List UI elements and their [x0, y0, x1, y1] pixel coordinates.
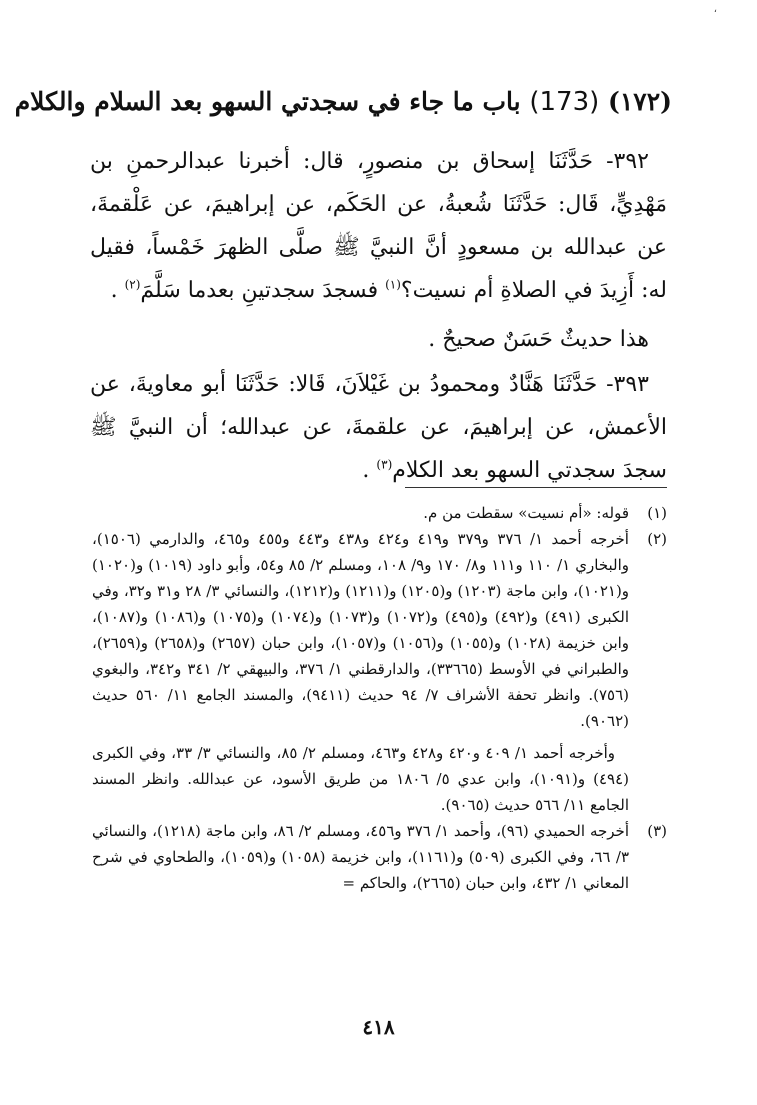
footnote-1 [92, 500, 667, 526]
top-mark: ، [713, 4, 717, 15]
footnote-3 [92, 818, 667, 896]
hadith-392-text-3: . [110, 278, 125, 303]
footnote-ref-2: (٢) [124, 277, 141, 292]
footnote-number: (٣) [647, 822, 667, 840]
footnote-separator [405, 487, 667, 488]
footnotes [92, 500, 667, 896]
hadith-392-text-2: فسجدَ سجدتينِ بعدما سَلَّمَ [140, 278, 386, 303]
footnote-2-continuation: وأخرجه أحمد ١/ ٤٠٩ و٤٢٠ و٤٢٨ و٤٦٣، ومسلم ٢/ ٨٥، والنسائي ٣/ ٣٣، وفي الكبرى (٤٩٤) و(١٠٩١)، وابن عدي ٥/ ١٨٠٦ من طريق الأسود، عن عبدالله. وانظر المسند الجامع ١١/ ٥٦٦ حديث (٩٠٦٥). [92, 744, 629, 814]
page-number: ٤١٨ [362, 1015, 395, 1039]
footnote-2 [92, 526, 667, 734]
hadith-393 [90, 363, 667, 492]
hadith-392 [90, 140, 667, 312]
chapter-title-text: باب ما جاء في سجدتي السهو بعد السلام والكلام [14, 87, 521, 116]
hadith-392-text-1: ٣٩٢- حَدَّثَنَا إسحاق بن منصورٍ، قال: أخبرنا عبدالرحمنِ بن مَهْدِيٍّ، قَال: حَدَّثَنَا شُعبةُ، عن الحَكَم، عن إبراهيمَ، عن عَلْقمةَ، عن عبدالله بن مسعودٍ أنَّ النبيَّ ﷺ صلَّى الظهرَ خَمْساً، فقيل له: أَزِيدَ في الصلاةِ أم نسيت؟ [90, 149, 667, 303]
main-text [90, 140, 667, 492]
chapter-number-latin: (173) [529, 87, 600, 117]
footnote-ref-3: (٣) [376, 457, 393, 472]
footnote-ref-1: (١) [385, 277, 401, 292]
chapter-number-arabic: (١٧٢) [608, 87, 672, 116]
footnote-text: قوله: «أم نسيت» سقطت من م. [423, 504, 629, 522]
footnote-number: (٢) [647, 530, 667, 548]
hadith-393-text-1: ٣٩٣- حَدَّثَنَا هَنَّادٌ ومحمودُ بن غَيْلاَنَ، قَالا: حَدَّثَنَا أبو معاويةَ، عن الأعمش، عن إبراهيمَ، عن علقمةَ، عن عبدالله؛ أن النبيَّ ﷺ سجدَ سجدتي السهو بعد الكلام [90, 372, 667, 483]
hadith-393-text-2: . [362, 458, 377, 483]
footnote-text: أخرجه الحميدي (٩٦)، وأحمد ١/ ٣٧٦ و٤٥٦، ومسلم ٢/ ٨٦، وابن ماجة (١٢١٨)، والنسائي ٣/ ٦٦، وفي الكبرى (٥٠٩) و(١١٦١)، وابن خزيمة (١٠٥٨) و(١٠٥٩)، والطحاوي في شرح المعاني ١/ ٤٣٢، وابن حبان (٢٦٦٥)، والحاكم = [92, 822, 630, 892]
footnote-number: (١) [647, 504, 667, 522]
chapter-heading [14, 85, 672, 119]
footnote-text: أخرجه أحمد ١/ ٣٧٦ و٣٧٩ و٤١٩ و٤٢٤ و٤٣٨ و٤٤٣ و٤٥٥ و٤٦٥، والدارمي (١٥٠٦)، والبخاري ١/ ١١٠ و١١١ و٨/ ١٧٠ و٩/ ١٠٨، ومسلم ٢/ ٨٥ و٥٤، وأبو داود (١٠١٩) و(١٠٢٠) و(١٠٢١)، وابن ماجة (١٢٠٣) و(١٢٠٥) و(١٢١١) و(١٢١٢)، والنسائي ٣/ ٢٨ و٣١ و٣٢، وفي الكبرى (٤٩١) و(٤٩٢) و(٤٩٥) و(١٠٧٢) و(١٠٧٣) و(١٠٧٤) و(١٠٧٥) و(١٠٨٦) و(١٠٨٧)، وابن خزيمة (١٠٢٨) و(١٠٥٥) و(١٠٥٦) و(١٠٥٧)، وابن حبان (٢٦٥٧) و(٢٦٥٨) و(٢٦٥٩)، والطبراني في الأوسط (٣٣٦٦٥)، والدارقطني ١/ ٣٧٦، والبيهقي ٢/ ٣٤١ و٣٤٢، والبغوي (٧٥٦). وانظر تحفة الأشراف ٧/ ٩٤ حديث (٩٤١١)، والمسند الجامع ١١/ ٥٦٠ حديث (٩٠٦٢). [92, 530, 630, 730]
hadith-392-grade: هذا حديثٌ حَسَنٌ صحيحٌ . [428, 327, 649, 352]
